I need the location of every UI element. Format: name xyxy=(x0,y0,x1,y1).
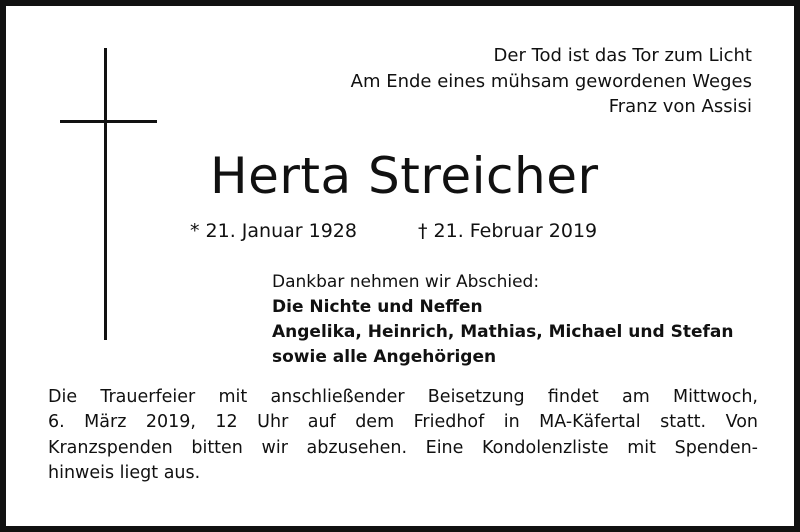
funeral-info-line: hinweis liegt aus. xyxy=(48,462,201,483)
funeral-info-line: Die Trauerfeier mit anschließender Beisetzung findet am Mittwoch, xyxy=(48,387,758,407)
quote-line: Der Tod ist das Tor zum Licht xyxy=(493,45,752,66)
mourners-line: sowie alle Angehörigen xyxy=(272,347,497,367)
funeral-info xyxy=(48,385,758,486)
quote-block xyxy=(351,43,752,120)
mourners-line: Angelika, Heinrich, Mathias, Michael und Stefan xyxy=(272,322,734,342)
death-date: † 21. Februar 2019 xyxy=(418,220,598,242)
quote-author: Franz von Assisi xyxy=(608,96,752,117)
funeral-info-line: 6. März 2019, 12 Uhr auf dem Friedhof in MA-Käfertal statt. Von xyxy=(48,412,758,433)
mourners-line: Die Nichte und Neffen xyxy=(272,297,483,317)
funeral-info-line: Kranzspenden bitten wir abzusehen. Eine Kondolenzliste mit Spenden- xyxy=(48,437,758,458)
birth-date: * 21. Januar 1928 xyxy=(190,220,357,242)
mourners-intro: Dankbar nehmen wir Abschied: xyxy=(272,272,540,292)
quote-line: Am Ende eines mühsam gewordenen Weges xyxy=(350,70,752,92)
deceased-name: Herta Streicher xyxy=(210,147,599,205)
cross-icon xyxy=(104,48,107,340)
mourners-block xyxy=(272,270,733,370)
cross-icon-crossbar xyxy=(60,120,157,123)
